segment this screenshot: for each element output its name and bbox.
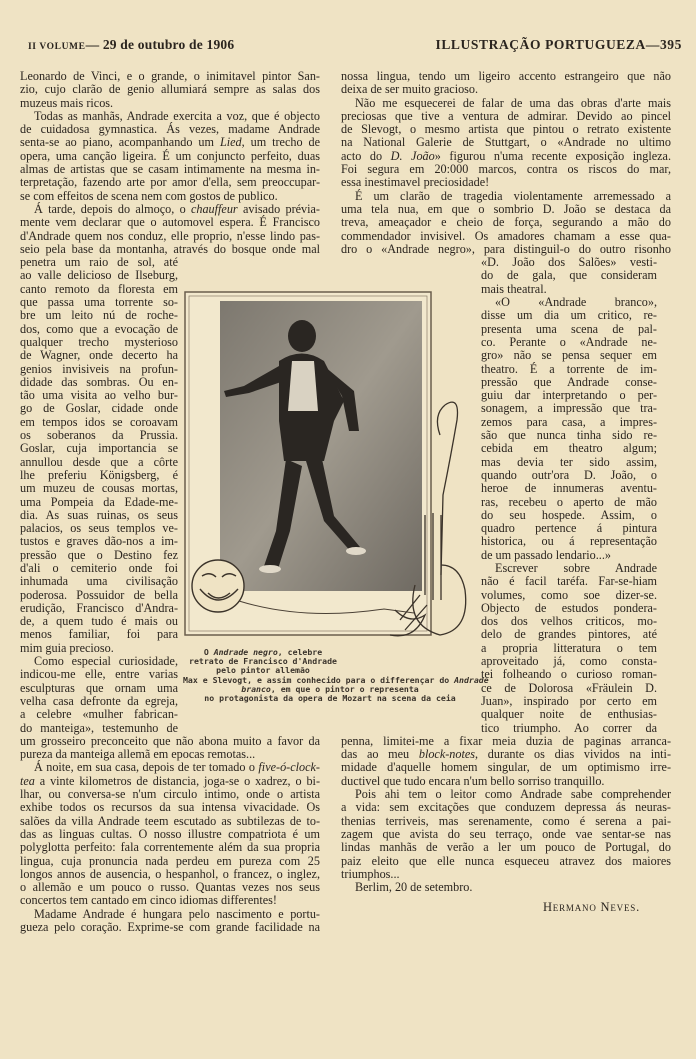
text-line: paiz eleito que elle nunca esqueceu atravez dos maiores	[341, 853, 671, 868]
text-line: muzeus mais ricos.	[20, 95, 114, 110]
text-segment: a vinte kilometros de distancia, joga-se o xadrez, o bi-	[34, 773, 320, 788]
text-line: tico triumpho. Ao correr da	[481, 720, 657, 735]
text-line: mais theatral.	[481, 281, 547, 296]
text-line: a vida: sem excitações que conduzem depressa ás neuras-	[341, 800, 671, 815]
text-line: terpretação, fazendo arte por amor d'ella, sem preoccupar-	[20, 175, 320, 190]
text-line: dos dos velhos criticos, mo-	[481, 614, 657, 629]
text-line: mim guia precioso.	[20, 640, 114, 655]
text-line: tustos e graves dão-nos a im-	[20, 534, 178, 549]
text-line: seio pela base da montanha, através do bosque onde mal	[20, 241, 320, 256]
volume-label: II VOLUME	[28, 42, 86, 52]
text-line: salões da villa Andrade teem escutado as subtilezas de to-	[20, 813, 320, 828]
text-line: do de gala, que consideram	[481, 268, 657, 283]
text-line: Foi segura em 20:000 marcos, contra os riscos do mar,	[341, 162, 671, 177]
text-line	[20, 203, 320, 216]
caption-text: , celebre	[277, 647, 323, 657]
text-line: sonagem, a impressão que tra-	[481, 401, 657, 416]
text-line: são que nunca tinha sido re-	[481, 428, 657, 443]
paragraph	[20, 203, 320, 256]
text-line: aproveitado já, como consta-	[481, 654, 657, 669]
text-line: ao valle delicioso de Ilseburg,	[20, 268, 178, 283]
left-text-full	[20, 70, 320, 256]
running-head-left	[28, 37, 234, 53]
text-line: qualquer trecho mysterioso	[20, 334, 178, 349]
text-line: não é facil taréfa. Far-se-hiam	[481, 574, 657, 589]
text-line: gueza pelo coração. Exprime-se com grande facilidade na	[20, 920, 320, 934]
italic-segment: five-ó-clock-	[258, 760, 320, 775]
text-segment: Á noite, em sua casa, depois de ter tomado o	[34, 760, 259, 775]
text-line: quadro pertence á pintura	[481, 521, 657, 536]
text-line: erudição, Francisco d'Andra-	[20, 600, 178, 615]
paragraph	[341, 788, 671, 881]
text-segment: senta-se ao piano, acompanhando um	[20, 135, 220, 150]
italic-segment: block-notes	[418, 747, 476, 762]
text-line: pureza da manteiga allemã em epocas remotas...	[20, 747, 256, 762]
text-line: penna, limitei-me a fixar meia duzia de paginas arranca-	[341, 733, 671, 748]
text-line: do seu hospede. Assim, o	[481, 507, 657, 522]
text-line: didade das sombras. Ou en-	[20, 374, 178, 389]
text-line: se com effeitos de scena nem com gostos de publico.	[20, 188, 278, 203]
text-line: pressão que o Destino fez	[20, 547, 178, 562]
lyre-ornament-icon	[385, 395, 475, 645]
text-line: o allemão e um pouco o russo. Quantas vezes nos seus	[20, 880, 320, 895]
text-line: de Slevogt, o mesmo artista que pintou o retrato existente	[341, 122, 671, 137]
paragraph	[481, 256, 657, 296]
text-line: tei folheando o curioso roman-	[481, 667, 657, 682]
text-line: Escrever sobre Andrade	[495, 560, 657, 575]
text-line: nossa lingua, tendo um ligeiro accento estrangeiro que não	[341, 69, 671, 83]
text-line: guiu dar interpretando o per-	[481, 388, 657, 403]
text-line: longos annos de ausencia, o hespanhol, o francez, o inglez,	[20, 866, 320, 881]
text-line: historica, ou á representação	[481, 534, 657, 549]
text-line: Todas as manhãs, Andrade exercita a voz, que é objecto	[34, 108, 320, 123]
text-line: das as linguas cultas. O nosso illustre compatriota é um	[20, 826, 320, 841]
text-line: lhe preferiu Königsberg, é	[20, 467, 178, 482]
text-line: Leonardo de Vinci, e o grande, o inimitavel pintor San-	[20, 69, 320, 83]
text-line: dos, como que a evocação de	[20, 321, 178, 336]
comedy-mask-icon	[192, 560, 244, 612]
text-line: inhumada uma civilisação	[20, 574, 178, 589]
paragraph	[20, 256, 178, 655]
paragraph	[20, 761, 320, 907]
paragraph	[481, 562, 657, 735]
text-line: Como especial curiosidade,	[34, 654, 178, 669]
text-line	[20, 761, 320, 774]
text-line: Berlim, 20 de setembro.	[355, 880, 473, 895]
text-line: lhar, ou conversa-se n'um circulo intimo, onde o artista	[20, 787, 320, 802]
paragraph	[341, 190, 671, 256]
text-line: zemos para casa, a impres-	[481, 414, 657, 429]
caption-text: , em que o pintor o representa	[270, 683, 419, 694]
text-segment: » figurou n'uma recente exposição ingleza.	[434, 148, 671, 163]
text-line: dro o «Andrade negro», para distinguil-o do outro risonho	[341, 241, 671, 256]
text-line: concertos tem cantado em cinco idiomas differentes!	[20, 893, 277, 908]
text-line: Goslar, cuja importancia se	[20, 441, 178, 456]
paragraph	[341, 70, 671, 97]
text-line: triumphos...	[341, 866, 400, 881]
text-segment: avisado prévia-	[237, 201, 320, 216]
text-line: theatro. É a torrente de im-	[481, 361, 657, 376]
text-line: quando outr'ora D. João, o	[481, 467, 657, 482]
text-line: thenias terriveis, mas serenamente, como é serena a pai-	[341, 813, 671, 828]
caption-italic: branco	[241, 683, 271, 694]
text-line: almas de artistas que se casam intimamente na mesma in-	[20, 162, 320, 177]
caption-italic: Andrade negro	[213, 647, 278, 657]
text-line: a celebre «mulher fabrican-	[20, 707, 178, 722]
text-line: «D. João dos Salões» vesti-	[481, 255, 657, 270]
text-line: na National Galerie de Stuttgart, o «Andrade no ultimo	[341, 135, 671, 150]
text-line: em tempos idos se coroavam	[20, 414, 178, 429]
text-line: bre um leito nú de roche-	[20, 308, 178, 323]
text-line: zio, cujo clarão de genio allumiará sempre as salas dos	[20, 82, 320, 97]
text-line: poderosa. Possuidor de bella	[20, 587, 178, 602]
paragraph	[341, 735, 671, 788]
paragraph	[20, 735, 320, 762]
text-line: d'ali o cemiterio onde foi	[20, 560, 178, 575]
text-line: menos familiar, foi para	[20, 627, 178, 642]
paragraph	[341, 97, 671, 190]
text-line: Não me esquecerei de falar de uma das obras d'arte mais	[355, 95, 671, 110]
text-line: esculpturas que ornam uma	[20, 680, 178, 695]
text-line: uma Pompeia da Edade-me-	[20, 494, 178, 509]
text-line: cebida em theatro algum;	[481, 441, 657, 456]
text-line: mente vem declarar que o automovel espera. É Francisco	[20, 215, 320, 230]
text-line: d'Andrade quem nos conduz, elle proprio, n'esse lindo pas-	[20, 228, 320, 243]
text-line: genios invisiveis na profun-	[20, 361, 178, 376]
left-text-narrow	[20, 256, 178, 735]
text-line: exhibe todos os recursos da sua intensa vivacidade. Os	[20, 800, 320, 815]
text-line: dia. As suas ruinas, os seus	[20, 507, 178, 522]
text-line	[341, 748, 671, 761]
text-line: palacios, os seus templos ve-	[20, 521, 178, 536]
text-line: delo de grandes pintores, até	[481, 627, 657, 642]
text-line: que passa uma torrente so-	[20, 295, 178, 310]
caption-italic: Andrade	[454, 674, 489, 685]
text-line: presenta uma scena de pal-	[481, 321, 657, 336]
text-line: lindas manhãs de verão a ler um pouco de Portugal, do	[341, 840, 671, 855]
text-line: velha casa defronte da egreja,	[20, 693, 178, 708]
text-line: essa inestimavel preciosidade!	[341, 175, 490, 190]
text-line: mas devia ter sido assim,	[481, 454, 657, 469]
text-line: indicou-me elle, entre varias	[20, 667, 178, 682]
text-line: midade d'aquelle homem singular, de um optimismo irre-	[341, 760, 671, 775]
paragraph	[20, 70, 320, 110]
text-line: canto remoto da floresta em	[20, 281, 178, 296]
text-line: ductivel que tudo encara n'um bello sorriso tranquillo.	[341, 773, 605, 788]
text-line: um grosseiro preconceito que não abona muito a favor da	[20, 733, 320, 748]
italic-segment: chauffeur	[190, 201, 238, 216]
caption-text: O	[203, 647, 214, 657]
text-line	[20, 775, 320, 788]
text-line: de um passado lendario...»	[481, 547, 611, 562]
right-text-full	[341, 70, 671, 256]
text-line: de Wagner, onde decerto ha	[20, 348, 178, 363]
text-line: opera, uma canção ligeira. É um conjuncto perfeito, duas	[20, 148, 320, 163]
text-line: uma tela nua, em que o sombrio D. João se destaca da	[341, 201, 671, 216]
text-line: preciosas que tive a ventura de admirar. Devido ao pincel	[341, 108, 671, 123]
right-text-narrow	[481, 256, 657, 735]
text-line: É um clarão de tragedia violentamente arremessado a	[355, 188, 671, 203]
text-segment: acto do	[341, 148, 391, 163]
author-signature: Hermano Neves.	[542, 900, 640, 914]
text-line: qualquer noite de enthusias-	[481, 707, 657, 722]
text-line: commendador invisivel. Os amadores chamam a esse qua-	[341, 228, 671, 243]
text-line: «O «Andrade branco»,	[495, 295, 657, 310]
text-line: a propria litteratura o tem	[481, 640, 657, 655]
text-line: de, a quem tudo é mais ou	[20, 614, 178, 629]
text-line: penetra um raio de sol, até	[20, 255, 178, 270]
text-line: volumes, como soe dizer-se.	[481, 587, 657, 602]
right-text-bottom	[341, 735, 671, 895]
text-line: os soberanos da Prussia.	[20, 428, 178, 443]
text-line: lingua, cuja pronuncia nada perdeu em pureza com 25	[20, 853, 320, 868]
issue-date: — 29 de outubro de 1906	[85, 37, 235, 52]
italic-segment: tea	[20, 773, 35, 788]
paragraph	[20, 110, 320, 203]
paragraph	[20, 908, 320, 935]
italic-segment: Lied	[219, 135, 242, 150]
text-line: do manteiga», testemunho de	[20, 720, 178, 735]
text-line: zagem que avista do seu terraço, onde vae sentar-se nas	[341, 826, 671, 841]
text-line: go de Goslar, cidade onde	[20, 401, 178, 416]
text-line: annullou desde que a côrte	[20, 454, 178, 469]
text-line: Pois ahi tem o leitor como Andrade sabe comprehender	[355, 787, 671, 802]
text-segment: Á tarde, depois do almoço, o	[34, 201, 191, 216]
text-segment: das ao meu	[341, 747, 419, 762]
paragraph	[341, 881, 671, 894]
caption-text: Max e Slevogt, e assim conhecido para o differençar do	[183, 674, 455, 685]
text-line: de cuidadosa gymnastica. Ás vezes, madame Andrade	[20, 122, 320, 137]
text-line: Madame Andrade é hungara pelo nascimento e portu-	[34, 906, 320, 921]
paragraph	[481, 296, 657, 562]
text-line: pressão que Andrade conse-	[481, 374, 657, 389]
text-segment: , um trecho de	[241, 135, 321, 150]
text-line: um muzeu de cousas mortas,	[20, 481, 178, 496]
caption-line: pelo pintor allemão	[216, 665, 310, 676]
illustration-caption	[183, 647, 489, 704]
paragraph	[20, 655, 178, 735]
text-line	[20, 136, 320, 149]
text-line: deixa de ser muito gracioso.	[341, 82, 479, 97]
text-segment: , durante os dias vividos na inti-	[475, 747, 672, 762]
text-line: co. Perante o «Andrade ne-	[481, 334, 657, 349]
text-line: Juan», inspirado por certo em	[481, 693, 657, 708]
running-head-right: ILLUSTRAÇÃO PORTUGUEZA—395	[435, 37, 682, 52]
italic-segment: D. João	[390, 148, 435, 163]
caption-line: retrato de Francisco d'Andrade	[189, 656, 337, 667]
text-line: tão uma visita ao velho bur-	[20, 388, 178, 403]
text-line: disse um dia um critico, re-	[481, 308, 657, 323]
text-line: ce de Dolorosa «Fräulein D.	[481, 680, 657, 695]
text-line: treva, ameaçador e cheio de força, segurando a mão do	[341, 215, 671, 230]
text-line: ras, recebeu o aperto de mão	[481, 494, 657, 509]
caption-line: no protagonista da opera de Mozart na scena da ceia	[204, 693, 456, 704]
left-text-bottom	[20, 735, 320, 934]
text-line: heroe de innumeras aventu-	[481, 481, 657, 496]
text-line: polyglotta perfeito: fala correntemente além da sua propria	[20, 840, 320, 855]
text-line	[341, 150, 671, 163]
text-line: Objecto de estudos pondera-	[481, 600, 657, 615]
text-line: gro» não se pensa sequer em	[481, 348, 657, 363]
